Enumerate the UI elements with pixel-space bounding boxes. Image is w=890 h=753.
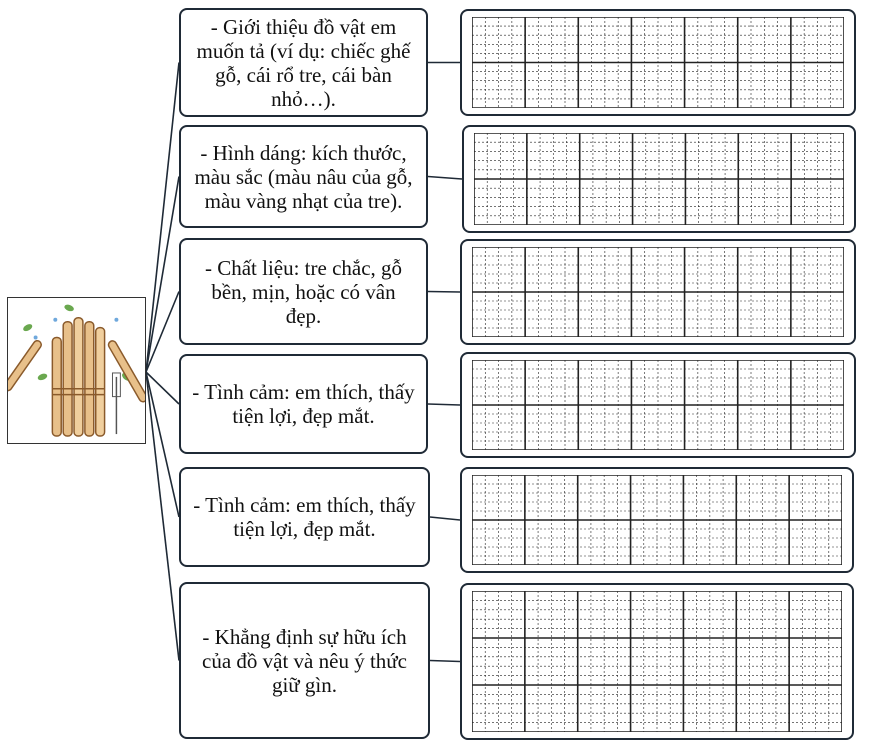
center-image: [7, 297, 146, 444]
connector-card-to-grid-6: [430, 661, 460, 662]
writing-grid-4: [460, 352, 856, 458]
outline-card-text: - Hình dáng: kích thước, màu sắc (màu nâu của gỗ, màu vàng nhạt của tre).: [194, 140, 413, 213]
bamboo-bundle-icon: [8, 298, 145, 443]
connector-card-to-grid-4: [428, 404, 460, 405]
outline-card-5: [179, 467, 430, 567]
outline-card-2: [179, 125, 428, 228]
connector-card-to-grid-3: [428, 292, 460, 293]
outline-card-text: - Chất liệu: tre chắc, gỗ bền, mịn, hoặc có vân đẹp.: [204, 255, 403, 328]
connector-card-to-grid-2: [428, 177, 462, 180]
outline-card-text: - Khẳng định sự hữu ích của đồ vật và nêu ý thức giữ gìn.: [202, 624, 407, 697]
connector-hub-to-card-5: [146, 372, 179, 517]
outline-card-4: [179, 354, 428, 454]
outline-card-text: - Tình cảm: em thích, thấy tiện lợi, đẹp mắt.: [192, 380, 415, 428]
outline-card-1: [179, 8, 428, 117]
connector-card-to-grid-5: [430, 517, 460, 520]
outline-card-text: - Giới thiệu đồ vật em muốn tả (ví dụ: chiếc ghế gỗ, cái rổ tre, cái bàn nhỏ…).: [196, 14, 411, 111]
writing-grid-2: [462, 125, 856, 233]
outline-card-text: - Tình cảm: em thích, thấy tiện lợi, đẹp mắt.: [193, 493, 416, 541]
writing-grid-3: [460, 239, 856, 345]
connector-hub-to-card-1: [146, 63, 179, 373]
connector-hub-to-card-4: [146, 372, 179, 404]
writing-grid-1: [460, 9, 856, 116]
writing-grid-5: [460, 467, 854, 573]
writing-grid-6: [460, 583, 854, 740]
connector-hub-to-card-6: [146, 372, 179, 661]
outline-card-3: [179, 238, 428, 345]
outline-card-6: [179, 582, 430, 739]
connector-hub-to-card-2: [146, 177, 179, 373]
